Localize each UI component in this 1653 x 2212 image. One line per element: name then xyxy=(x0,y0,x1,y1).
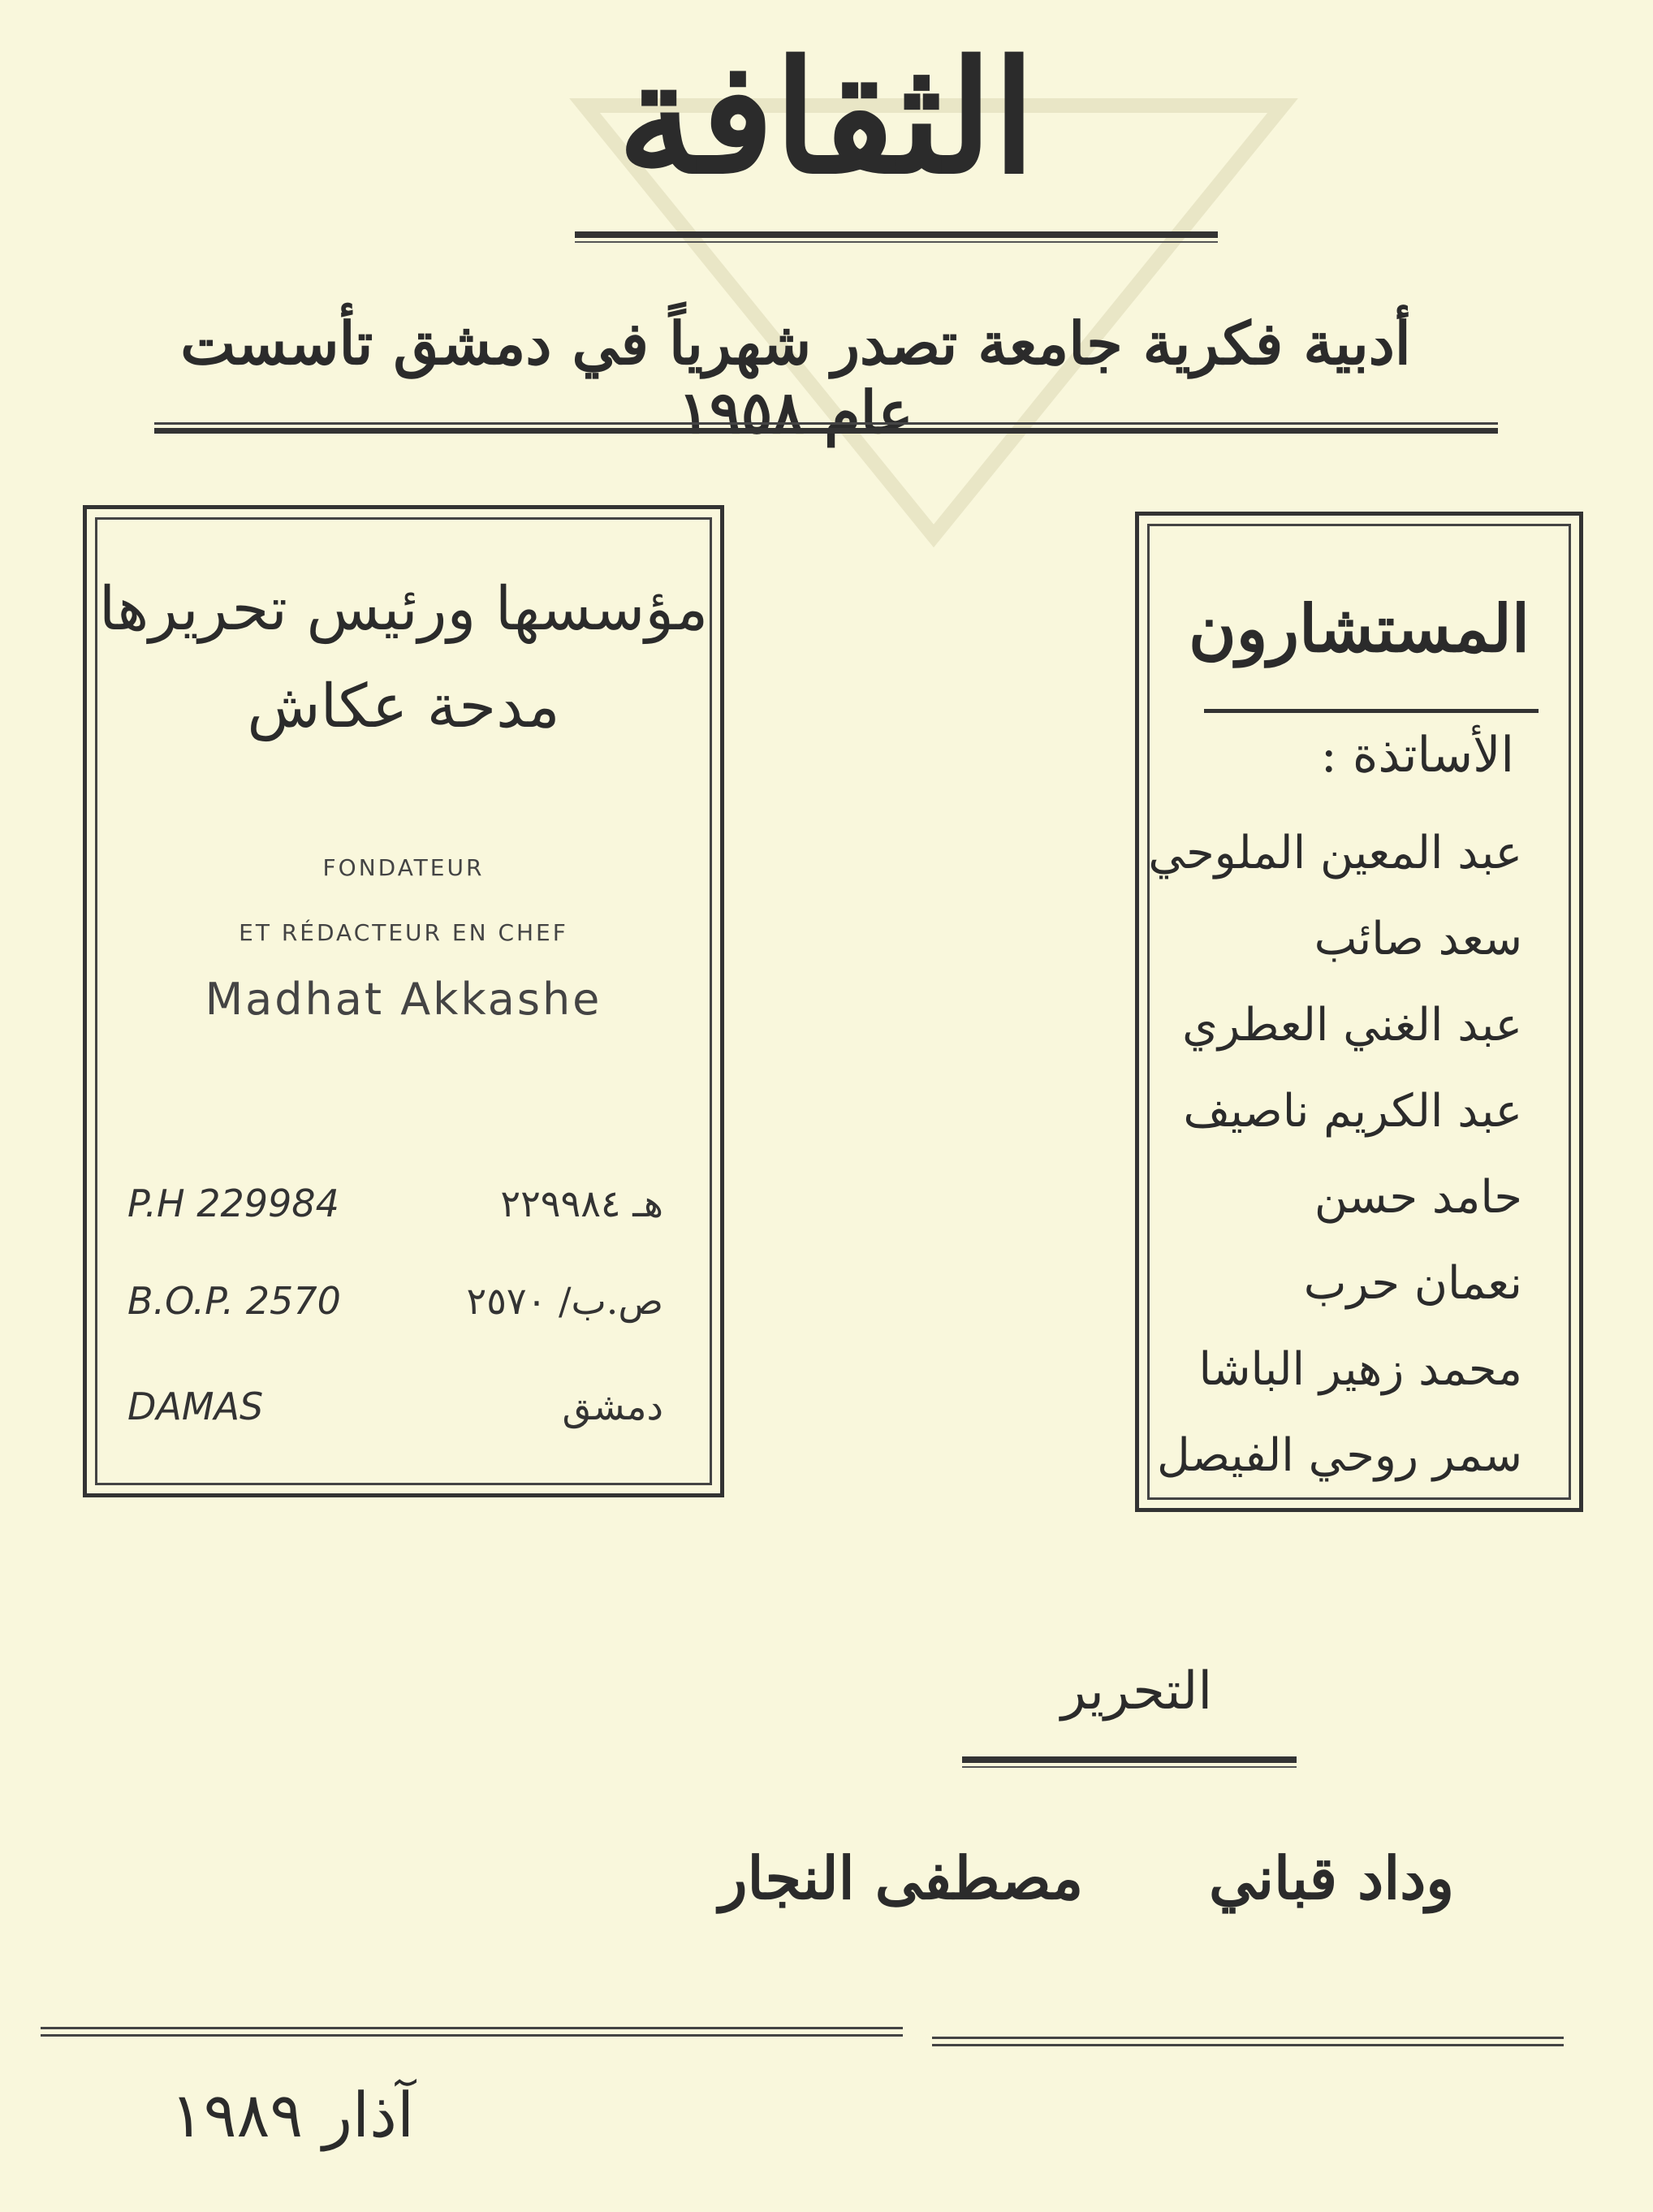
city-latin: DAMAS xyxy=(127,1385,264,1428)
editor-name: مصطفى النجار xyxy=(719,1843,1084,1912)
editorial-divider xyxy=(962,1756,1297,1768)
founder-name-latin: Madhat Akkashe xyxy=(205,974,602,1025)
phone-arabic: هـ ٢٢٩٩٨٤ xyxy=(500,1182,663,1225)
advisors-divider xyxy=(1204,709,1539,713)
subtitle-divider xyxy=(154,422,1498,434)
city-row xyxy=(127,1385,680,1441)
issue-date: آذار ١٩٨٩ xyxy=(170,2079,415,2151)
advisors-subtitle: الأساتذة : xyxy=(1320,727,1514,784)
list-item: نعمان حرب xyxy=(1303,1257,1522,1310)
title-divider xyxy=(575,231,1218,243)
founder-title-arabic: مؤسسها ورئيس تحريرها xyxy=(98,574,709,644)
list-item: محمد زهير الباشا xyxy=(1198,1343,1522,1396)
advisors-box xyxy=(1135,512,1583,1512)
bottom-divider-left xyxy=(41,2027,903,2037)
pobox-arabic: ص.ب/ ٢٥٧٠ xyxy=(466,1279,663,1323)
phone-latin: P.H 229984 xyxy=(127,1182,339,1225)
list-item: سعد صائب xyxy=(1314,913,1522,966)
founder-name-arabic: مدحة عكاش xyxy=(247,672,560,741)
editor-name: وداد قباني xyxy=(1208,1843,1455,1912)
pobox-row xyxy=(127,1279,680,1336)
bottom-divider-right xyxy=(932,2037,1564,2046)
list-item: عبد الكريم ناصيف xyxy=(1183,1085,1522,1138)
advisors-list xyxy=(1148,813,1522,1501)
phone-row xyxy=(127,1182,680,1238)
list-item: عبد المعين الملوحي xyxy=(1148,827,1522,879)
editorial-heading: التحرير xyxy=(1060,1661,1213,1722)
city-arabic: دمشق xyxy=(562,1385,663,1428)
advisors-title: المستشارون xyxy=(1188,590,1530,667)
list-item: سمر روحي الفيصل xyxy=(1157,1429,1522,1482)
founder-box xyxy=(83,505,724,1497)
list-item: عبد الغني العطري xyxy=(1182,999,1522,1052)
magazine-subtitle: أدبية فكرية جامعة تصدر شهرياً في دمشق تأسست عام ١٩٥٨ xyxy=(180,309,1411,447)
founder-title-french-2: ET RÉDACTEUR EN CHEF xyxy=(239,919,568,946)
list-item: حامد حسن xyxy=(1314,1171,1522,1224)
founder-title-french-1: FONDATEUR xyxy=(322,854,485,881)
pobox-latin: B.O.P. 2570 xyxy=(127,1279,341,1323)
magazine-title: الثقافة xyxy=(617,27,1036,208)
